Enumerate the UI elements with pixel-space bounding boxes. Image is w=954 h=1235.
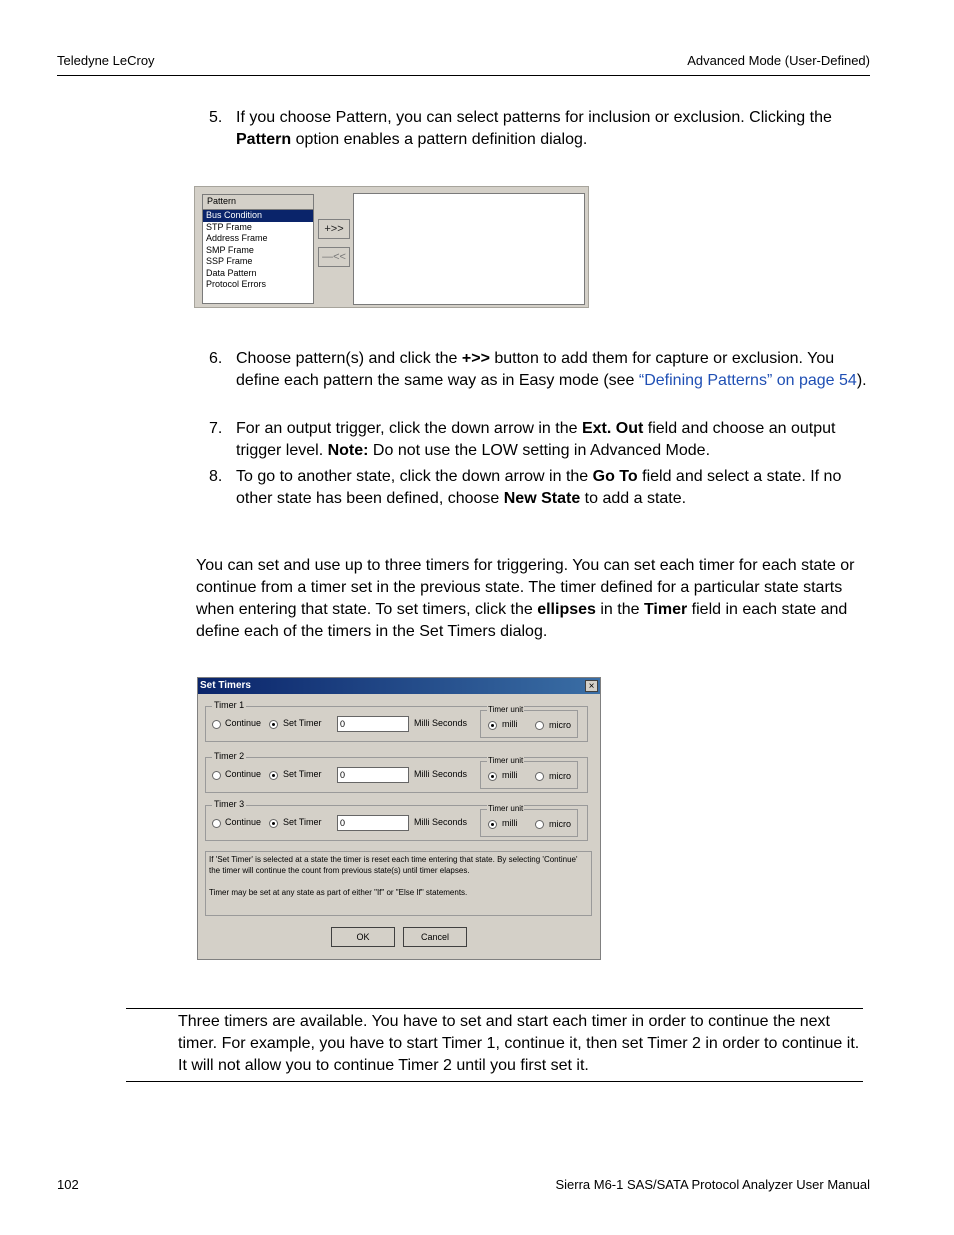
timer-3-label: Timer 3 — [214, 799, 245, 809]
dialog-title: Set Timers — [198, 678, 600, 694]
milli-label: milli — [502, 818, 518, 828]
step-7 — [209, 418, 869, 462]
timer-unit-group — [480, 756, 578, 789]
step-5 — [209, 107, 869, 151]
timer-2-group — [205, 751, 588, 793]
pattern-list-item[interactable]: Address Frame — [206, 233, 268, 243]
timer-unit-group — [480, 804, 578, 837]
step-number: 6. — [209, 350, 223, 367]
timer-3-input[interactable]: 0 — [337, 815, 409, 831]
continue-label: Continue — [225, 718, 262, 728]
header-rule — [57, 75, 870, 76]
timer-unit-label: Timer unit — [488, 804, 524, 813]
step-6 — [209, 348, 869, 392]
milli-seconds-label: Milli Seconds — [414, 769, 468, 779]
add-pattern-button[interactable]: +>> — [318, 219, 350, 239]
micro-radio[interactable] — [535, 820, 544, 829]
cancel-button[interactable]: Cancel — [403, 927, 467, 947]
footer-page-number: 102 — [57, 1177, 79, 1192]
milli-radio[interactable] — [488, 820, 497, 829]
timer-2-set-radio[interactable] — [269, 771, 278, 780]
timer-2-input[interactable]: 0 — [337, 767, 409, 783]
milli-label: milli — [502, 770, 518, 780]
micro-radio[interactable] — [535, 772, 544, 781]
step-number: 5. — [209, 109, 223, 126]
continue-label: Continue — [225, 817, 262, 827]
micro-label: micro — [549, 819, 571, 829]
step-text: Choose pattern(s) and click the +>> button to add them for capture or exclusion. You define each pattern the same way as in Easy mode (see “Defining Patterns” on page 54). — [236, 350, 867, 389]
set-timer-label: Set Timer — [283, 769, 322, 779]
info-text: If 'Set Timer' is selected at a state the timer is reset each time entering that state. By selecting 'Continue' the timer will continue the count from previous state(s) until timer elapses. — [209, 855, 578, 875]
micro-radio[interactable] — [535, 721, 544, 730]
timer-unit-label: Timer unit — [488, 756, 524, 765]
pattern-dialog — [194, 186, 589, 308]
pattern-list-item[interactable]: SMP Frame — [206, 244, 254, 255]
timer-3-set-radio[interactable] — [269, 819, 278, 828]
timers-info-box — [205, 851, 592, 916]
info-text: Timer may be set at any state as part of either "If" or "Else If" statements. — [209, 888, 468, 897]
timer-1-label: Timer 1 — [214, 700, 245, 710]
ok-button[interactable]: OK — [331, 927, 395, 947]
note-rule-top — [126, 1008, 863, 1009]
set-timer-label: Set Timer — [283, 718, 322, 728]
header-right: Advanced Mode (User-Defined) — [687, 53, 870, 68]
timer-1-continue-radio[interactable] — [212, 720, 221, 729]
note-text: Three timers are available. You have to set and start each timer in order to continue the next timer. For example, you have to start Timer 1, continue it, then set Timer 2 in order to continue it. It will not allow you to continue Timer 2 until you first set it. — [178, 1013, 860, 1074]
pattern-list-header: Pattern — [203, 195, 313, 210]
timer-unit-label: Timer unit — [488, 705, 524, 714]
footer-title: Sierra M6-1 SAS/SATA Protocol Analyzer User Manual — [555, 1177, 870, 1192]
pattern-list — [202, 194, 314, 304]
set-timers-dialog — [197, 677, 601, 960]
step-text: To go to another state, click the down arrow in the Go To field and select a state. If no other state has been defined, choose New State to add a state. — [236, 468, 842, 507]
timers-paragraph: You can set and use up to three timers for triggering. You can set each timer for each state or continue from a timer set in the previous state. The timer defined for a particular state starts when entering that state. To set timers, click the ellipses in the Timer field in each state and define each of the timers in the Set Timers dialog. — [196, 557, 855, 640]
pattern-list-item[interactable]: Bus Condition — [203, 210, 313, 222]
note-rule-bottom — [126, 1081, 863, 1082]
timer-unit-group — [480, 705, 578, 738]
set-timer-label: Set Timer — [283, 817, 322, 827]
timer-1-group — [205, 700, 588, 742]
micro-label: micro — [549, 771, 571, 781]
timer-2-label: Timer 2 — [214, 751, 245, 761]
pattern-list-item[interactable]: SSP Frame — [206, 256, 253, 266]
continue-label: Continue — [225, 769, 262, 779]
micro-label: micro — [549, 720, 571, 730]
pattern-list-item[interactable]: Data Pattern — [206, 267, 257, 278]
milli-seconds-label: Milli Seconds — [414, 718, 468, 728]
milli-radio[interactable] — [488, 772, 497, 781]
milli-label: milli — [502, 719, 518, 729]
step-8 — [209, 466, 869, 510]
timer-1-set-radio[interactable] — [269, 720, 278, 729]
milli-radio[interactable] — [488, 721, 497, 730]
timer-3-continue-radio[interactable] — [212, 819, 221, 828]
step-text: If you choose Pattern, you can select patterns for inclusion or exclusion. Clicking the Pattern option enables a pattern definition dialog. — [236, 109, 832, 148]
pattern-list-item[interactable]: Protocol Errors — [206, 279, 267, 289]
remove-pattern-button[interactable]: —<< — [318, 247, 350, 267]
selected-patterns-list[interactable] — [353, 193, 585, 305]
milli-seconds-label: Milli Seconds — [414, 817, 468, 827]
defining-patterns-link[interactable]: “Defining Patterns” on page 54 — [638, 372, 857, 389]
header-left: Teledyne LeCroy — [57, 53, 155, 68]
timer-1-input[interactable]: 0 — [337, 716, 409, 732]
close-icon[interactable]: × — [585, 680, 598, 692]
step-number: 8. — [209, 468, 223, 485]
step-text: For an output trigger, click the down arrow in the Ext. Out field and choose an output trigger level. Note: Do not use the LOW setting in Advanced Mode. — [236, 420, 836, 459]
timer-3-group — [205, 799, 588, 841]
step-number: 7. — [209, 420, 223, 437]
timer-2-continue-radio[interactable] — [212, 771, 221, 780]
pattern-list-item[interactable]: STP Frame — [206, 221, 252, 232]
